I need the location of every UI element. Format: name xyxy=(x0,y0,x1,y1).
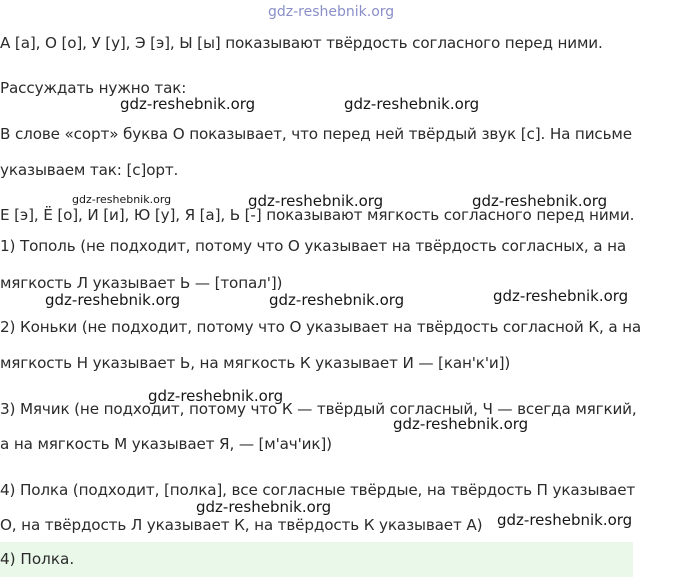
watermark: gdz-reshebnik.org xyxy=(269,291,405,309)
item-1-line-2: мягкость Л указывает Ь — [топал']) xyxy=(0,274,283,292)
item-1-line-1: 1) Тополь (не подходит, потому что О указывает на твёрдость согласных, а на xyxy=(0,237,627,255)
item-2-line-2: мягкость Н указывает Ь, на мягкость К указывает И — [кан'к'и]) xyxy=(0,354,511,372)
example-line-1: В слове «сорт» буква О показывает, что перед ней твёрдый звук [с]. На письме xyxy=(0,125,632,143)
watermark: gdz-reshebnik.org xyxy=(45,291,181,309)
vowels-soft-rule: Е [э], Ё [о], И [и], Ю [у], Я [а], Ь [-] показывают мягкость согласного перед ними. xyxy=(0,206,635,224)
item-3-line-2: а на мягкость М указывает Я, — [м'ач'ик]) xyxy=(0,435,332,453)
watermark: gdz-reshebnik.org xyxy=(268,4,395,20)
item-4-line-2: О, на твёрдость Л указывает К, на твёрдость К указывает А) xyxy=(0,516,483,534)
watermark: gdz-reshebnik.org xyxy=(393,415,529,433)
watermark: gdz-reshebnik.org xyxy=(120,95,256,113)
watermark: gdz-reshebnik.org xyxy=(196,498,332,516)
answer-box xyxy=(0,542,633,577)
watermark: gdz-reshebnik.org xyxy=(248,192,384,210)
watermark: gdz-reshebnik.org xyxy=(148,387,284,405)
watermark: gdz-reshebnik.org xyxy=(493,287,629,305)
watermark: gdz-reshebnik.org xyxy=(472,192,608,210)
item-2-line-1: 2) Коньки (не подходит, потому что О указывает на твёрдость согласной К, а на xyxy=(0,318,642,336)
watermark: gdz-reshebnik.org xyxy=(72,193,172,206)
watermark: gdz-reshebnik.org xyxy=(497,511,633,529)
watermark: gdz-reshebnik.org xyxy=(344,95,480,113)
vowels-hard-rule: А [а], О [о], У [у], Э [э], Ы [ы] показывают твёрдость согласного перед ними. xyxy=(0,34,603,52)
example-line-2: указываем так: [с]орт. xyxy=(0,161,179,179)
item-3-line-1: 3) Мячик (не подходит, потому что К — твёрдый согласный, Ч — всегда мягкий, xyxy=(0,400,637,418)
reasoning-intro: Рассуждать нужно так: xyxy=(0,79,187,97)
answer-text: 4) Полка. xyxy=(0,550,75,568)
item-4-line-1: 4) Полка (подходит, [полка], все согласные твёрдые, на твёрдость П указывает xyxy=(0,481,636,499)
